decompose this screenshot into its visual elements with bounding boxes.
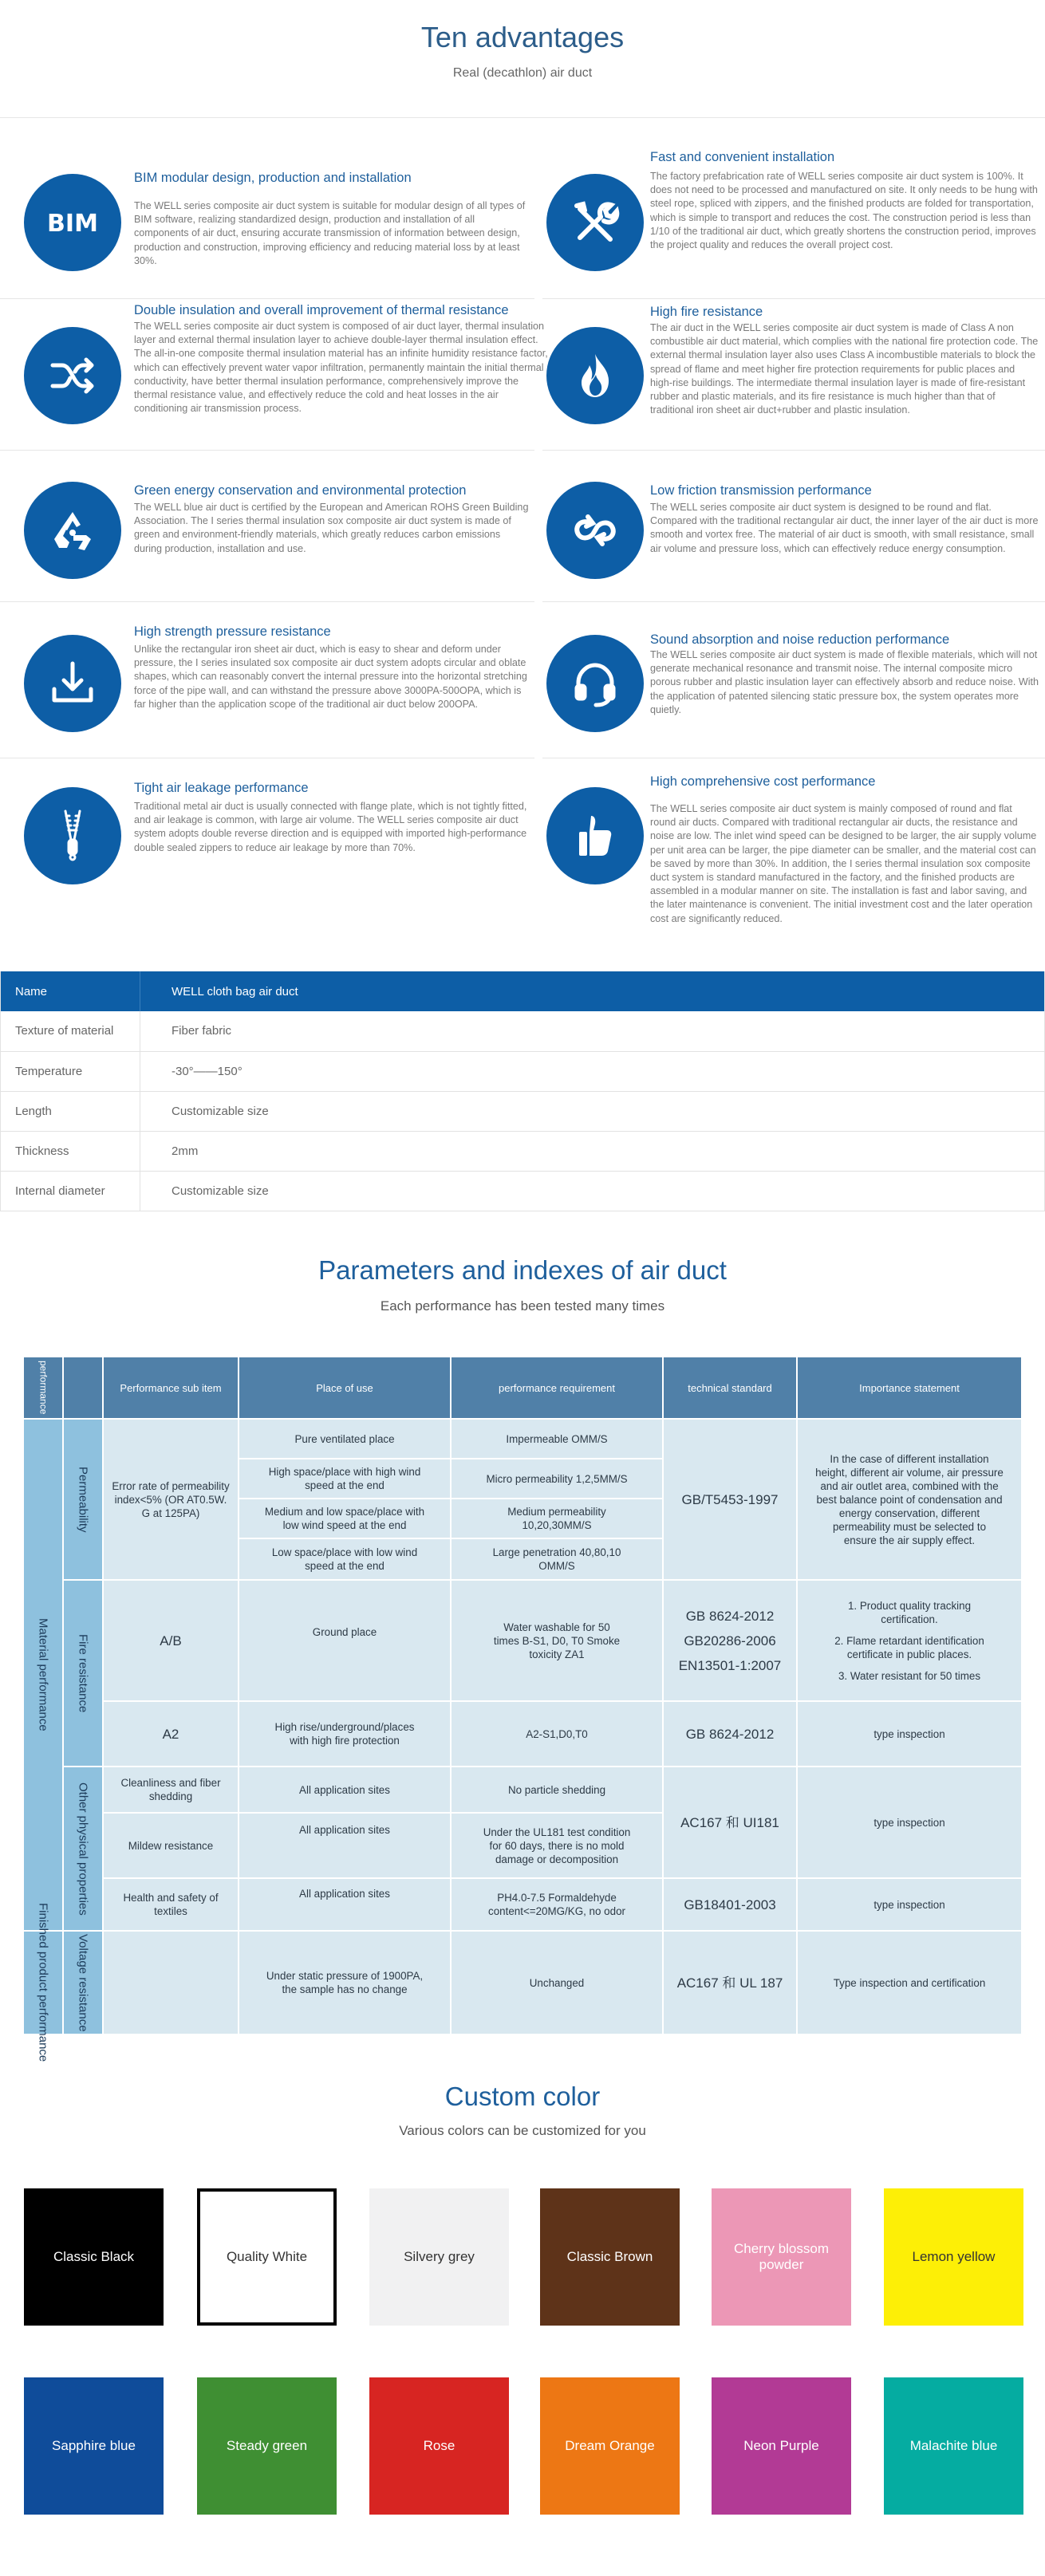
- color-swatch-label: Steady green: [226, 2438, 308, 2453]
- other-req: PH4.0-7.5 Formaldehyde content<=20MG/KG, no odor: [452, 1879, 662, 1930]
- parameters-table: [24, 1357, 1021, 2062]
- color-swatch: [369, 2377, 509, 2515]
- loop-icon: [546, 482, 644, 579]
- thumbs-up-icon: [546, 787, 644, 884]
- svg-text:BIM: BIM: [47, 210, 98, 238]
- header-statement: Importance statement: [798, 1357, 1021, 1418]
- advantage-card: [24, 781, 534, 891]
- perm-req: Micro permeability 1,2,5MM/S: [452, 1459, 662, 1498]
- advantage-text: The WELL series composite air duct system is designed to be round and flat. Compared with the traditional rectangular air duct, the inner layer of the air duct is more smooth and vortex free. The material of air duct is smooth, with small resistance, small air volume and pressure loss, which can effectively reduce energy consumption.: [650, 502, 1039, 554]
- advantage-text: The air duct in the WELL series composite air duct system is made of Class A non combustible air duct material, which complies with the national fire protection code. The external thermal insulation layer also uses Class A incombustible materials to block the spread of flame and meet higher fire protection requirements for public places and high-rise buildings. The intermediate thermal insulation layer is made of fire-resistant rubber and plastic materials, and its fire resistance is much higher than that of traditional iron sheet air duct+rubber and plastic insulation.: [650, 322, 1039, 416]
- fire-a2-req: A2-S1,D0,T0: [452, 1702, 662, 1766]
- hero-header: [0, 0, 1045, 118]
- color-swatch: [884, 2188, 1023, 2326]
- other-statement: type inspection: [798, 1879, 1021, 1930]
- colors-title: Custom color: [444, 2082, 601, 2111]
- advantage-text: The factory prefabrication rate of WELL series composite air duct system is 100%. It does not need to be processed and manufactured on site. It only needs to be hung with steel rope, spliced with zippers, and the finished products are folded for transportation, which is simple to transport and reduces the cost. The construction period is less than 1/10 of the traditional air duct, which greatly shortens the construction period, improves the project quality and reduces the overall project cost.: [650, 171, 1038, 251]
- divider: [542, 601, 1045, 602]
- other-sub-item: Mildew resistance: [104, 1814, 238, 1877]
- other-standard: GB18401-2003: [664, 1879, 796, 1930]
- fire-a2-statement: type inspection: [798, 1702, 1021, 1766]
- shuffle-icon: [24, 327, 121, 424]
- table-row: [1, 1051, 1045, 1091]
- fire-ab-statement: [798, 1581, 1021, 1700]
- perm-sub-item: Error rate of permeability index<5% (OR AT0.5W. G at 125PA): [104, 1420, 238, 1579]
- divider: [0, 450, 534, 451]
- color-swatch: [24, 2188, 164, 2326]
- perm-place: Low space/place with low wind speed at the end: [239, 1539, 450, 1579]
- perm-standard: GB/T5453-1997: [664, 1420, 796, 1579]
- other-standard: AC167 和 UI181: [664, 1767, 796, 1877]
- advantage-card: [24, 171, 534, 286]
- spec-value: Customizable size: [140, 1091, 1045, 1131]
- advantage-title: Double insulation and overall improvement of thermal resistance: [134, 303, 509, 317]
- statement-line: 3. Water resistant for 50 times: [838, 1669, 981, 1682]
- divider: [542, 450, 1045, 451]
- header-standard: technical standard: [664, 1357, 796, 1418]
- other-place: All application sites: [239, 1767, 450, 1812]
- advantage-title: High strength pressure resistance: [134, 624, 331, 639]
- fire-ab-place: Ground place: [239, 1581, 450, 1700]
- color-swatch-label: Rose: [423, 2438, 455, 2453]
- headphones-icon: [546, 635, 644, 732]
- color-swatch-label: Neon Purple: [743, 2438, 819, 2453]
- table-row: [1, 1011, 1045, 1051]
- color-swatch-label: Dream Orange: [565, 2438, 655, 2453]
- finished-place: Under static pressure of 1900PA, the sample has no change: [239, 1932, 450, 2034]
- colors-subtitle: Various colors can be customized for you: [399, 2123, 646, 2138]
- advantage-card: [24, 482, 534, 585]
- table-row: [1, 1091, 1045, 1131]
- other-req: No particle shedding: [452, 1767, 662, 1812]
- advantage-text: The WELL series composite air duct system is composed of air duct layer, thermal insulation layer and external thermal insulation layer to achieve double-layer thermal insulation effect. The all-in-one composite thermal insulation material has an infinite humidity resistance factor, which can effectively prevent water vapor infiltration, permanently maintain the initial thermal conductivity, have better thermal insulation performance, comprehensively improve the thermal resistance value, and effectively reduce the cold and heat losses in the air conditioning air transmission process.: [134, 321, 548, 415]
- other-statement: type inspection: [798, 1767, 1021, 1877]
- divider: [542, 298, 1045, 299]
- other-sub-item: Health and safety of textiles: [104, 1879, 238, 1930]
- advantage-text: The WELL blue air duct is certified by the European and American ROHS Green Building Association. The I series thermal insulation sox composite air duct system is made of green and environment-friendly materials, which greatly reduces carbon emissions during production, installation and use.: [134, 502, 529, 554]
- perm-place: Medium and low space/place with low wind speed at the end: [239, 1499, 450, 1538]
- spec-value: Fiber fabric: [140, 1011, 1045, 1051]
- color-swatch: [884, 2377, 1023, 2515]
- color-swatch: [712, 2188, 851, 2326]
- finished-sub-item: [104, 1932, 238, 2034]
- group-material: Material performance: [24, 1420, 62, 1930]
- page-title: Ten advantages: [420, 21, 625, 53]
- other-place: All application sites: [239, 1879, 450, 1930]
- standard-line: GB20286-2006: [684, 1633, 776, 1648]
- page-subtitle: Real (decathlon) air duct: [452, 66, 593, 80]
- color-swatch-label: Lemon yellow: [912, 2249, 996, 2264]
- parameters-title: Parameters and indexes of air duct: [318, 1255, 727, 1285]
- finished-standard: AC167 和 UL 187: [664, 1932, 796, 2034]
- header-blank: [64, 1357, 102, 1418]
- advantage-card: [546, 482, 1045, 585]
- download-icon: [24, 635, 121, 732]
- color-swatch: [24, 2377, 164, 2515]
- advantage-title: Fast and convenient installation: [650, 150, 835, 164]
- perm-place: Pure ventilated place: [239, 1420, 450, 1458]
- advantage-title: High comprehensive cost performance: [650, 774, 876, 789]
- tools-icon: [546, 174, 644, 271]
- standard-line: EN13501-1:2007: [678, 1657, 782, 1673]
- bim-icon: [24, 174, 121, 271]
- other-place: All application sites: [239, 1814, 450, 1877]
- spec-key: Internal diameter: [1, 1171, 140, 1211]
- header-performance: performance: [24, 1357, 62, 1418]
- zipper-icon: [24, 787, 121, 884]
- color-swatch: [369, 2188, 509, 2326]
- advantage-text: Traditional metal air duct is usually connected with flange plate, which is not tightly fitted, and air leakage is common, with large air volume. The WELL series composite air duct system adopts double reverse direction and is equipped with imported high-performance double sealed zippers to reduce air leakage by more than 70%.: [134, 801, 527, 853]
- recycle-icon: [24, 482, 121, 579]
- spec-value: 2mm: [140, 1131, 1045, 1171]
- advantage-text: The WELL series composite air duct system is made of flexible materials, which will not generate mechanical resonance and transmit noise. The internal composite micro porous rubber and plastic insulation layer can effectively absorb and reduce noise. With the application of patented silencing static pressure box, the system operates more quietly.: [650, 649, 1039, 715]
- perm-req: Impermeable OMM/S: [452, 1420, 662, 1458]
- advantage-title: Tight air leakage performance: [134, 781, 309, 795]
- spec-table: [0, 971, 1045, 1211]
- statement-line: 2. Flame retardant identification certificate in public places.: [834, 1634, 984, 1660]
- advantage-text: Unlike the rectangular iron sheet air duct, which is easy to shear and deform under pressure, the I series insulated sox composite air duct system adopts circular and oblate shapes, which can reasonably convert the internal pressure into the horizontal stretching force of the pipe wall, and can withstand the pressure above 3000PA-500OPA, which is far higher than the application scope of the traditional air duct below 200OPA.: [134, 644, 527, 710]
- advantage-card: [24, 303, 550, 447]
- spec-head-name: Name: [1, 971, 140, 1011]
- spec-head-value: WELL cloth bag air duct: [140, 971, 1045, 1011]
- color-swatch: [540, 2188, 680, 2326]
- spec-key: Texture of material: [1, 1011, 140, 1051]
- perm-statement: In the case of different installation height, different air volume, air pressure and air outlet area, combined with the best balance point of condensation and energy conservation, different permeability must be selected to ensure the air supply effect.: [798, 1420, 1021, 1579]
- group-other: Other physical properties: [64, 1767, 102, 1930]
- advantage-title: Sound absorption and noise reduction performance: [650, 632, 950, 647]
- finished-req: Unchanged: [452, 1932, 662, 2034]
- statement-line: 1. Product quality tracking certification.: [847, 1599, 972, 1625]
- advantage-card: [546, 632, 1045, 739]
- advantage-card: [24, 624, 534, 739]
- color-swatch: [712, 2377, 851, 2515]
- spec-value: Customizable size: [140, 1171, 1045, 1211]
- color-swatch: [197, 2188, 337, 2326]
- group-voltage: Voltage resistance: [64, 1932, 102, 2034]
- perm-req: Large penetration 40,80,10 OMM/S: [452, 1539, 662, 1579]
- group-permeability: Permeability: [64, 1420, 102, 1579]
- table-row: [1, 1171, 1045, 1211]
- fire-a2-place: High rise/underground/places with high fire protection: [239, 1702, 450, 1766]
- advantage-title: Green energy conservation and environmental protection: [134, 483, 467, 498]
- advantage-text: The WELL series composite air duct system is mainly composed of round and flat round air ducts. Compared with traditional rectangular air ducts, the resistance and noise are low. The inlet wind speed can be designed to be larger, the air supply volume per unit area can be larger, the pipe diameter can be smaller, and the material cost can be saved by more than 30%. In addition, the I series thermal insulation sox composite duct system is standard manufactured in the factory, and the finished products are assembled in a modular manner on site. The installation is fast and labor saving, and the later maintenance is convenient. The initial investment cost and the later operation cost are significantly reduced.: [650, 803, 1037, 924]
- color-swatch-label: Cherry blossom powder: [733, 2241, 830, 2272]
- group-fire: Fire resistance: [64, 1581, 102, 1766]
- color-swatch: [197, 2377, 337, 2515]
- fire-ab-req: Water washable for 50 times B-S1, D0, T0 Smoke toxicity ZA1: [452, 1581, 662, 1700]
- color-swatch-label: Silvery grey: [404, 2249, 475, 2264]
- other-sub-item: Cleanliness and fiber shedding: [104, 1767, 238, 1812]
- spec-header-row: [1, 971, 1045, 1011]
- fire-a2-sub-item: A2: [104, 1702, 238, 1766]
- advantage-title: High fire resistance: [650, 305, 763, 319]
- perm-req: Medium permeability 10,20,30MM/S: [452, 1499, 662, 1538]
- advantage-card: [546, 774, 1045, 924]
- other-req: Under the UL181 test condition for 60 days, there is no mold damage or decomposition: [452, 1814, 662, 1877]
- fire-ab-standard: [664, 1581, 796, 1700]
- spec-key: Length: [1, 1091, 140, 1131]
- advantage-title: BIM modular design, production and installation: [134, 171, 412, 185]
- fire-a2-standard: GB 8624-2012: [664, 1702, 796, 1766]
- flame-icon: [546, 327, 644, 424]
- standard-line: GB 8624-2012: [685, 1608, 775, 1624]
- color-swatch-label: Classic Black: [53, 2249, 135, 2264]
- header-requirement: performance requirement: [452, 1357, 662, 1418]
- spec-value: -30°——150°: [140, 1051, 1045, 1091]
- perm-place: High space/place with high wind speed at the end: [239, 1459, 450, 1498]
- color-swatch-label: Sapphire blue: [52, 2438, 136, 2453]
- fire-ab-sub-item: A/B: [104, 1581, 238, 1700]
- table-row: [1, 1131, 1045, 1171]
- spec-key: Thickness: [1, 1131, 140, 1171]
- parameters-subtitle: Each performance has been tested many times: [380, 1298, 665, 1314]
- advantage-card: [546, 305, 1045, 447]
- divider: [0, 298, 534, 299]
- divider: [0, 601, 534, 602]
- advantage-card: [546, 150, 1045, 286]
- color-swatch-label: Malachite blue: [909, 2438, 998, 2453]
- color-swatch-label: Quality White: [226, 2249, 308, 2264]
- group-finished: Finished product performance: [24, 1932, 62, 2034]
- spec-key: Temperature: [1, 1051, 140, 1091]
- advantage-title: Low friction transmission performance: [650, 483, 872, 498]
- header-sub-item: Performance sub item: [104, 1357, 238, 1418]
- color-swatch: [540, 2377, 680, 2515]
- color-swatch-label: Classic Brown: [566, 2249, 653, 2264]
- advantage-text: The WELL series composite air duct system is suitable for modular design of all types of BIM software, realizing standardized design, production and installation of all components of air duct, ensuring accurate transmission of information between design, production and construction, improving efficiency and reducing material loss by at least 30%.: [134, 200, 526, 266]
- header-place: Place of use: [239, 1357, 450, 1418]
- finished-statement: Type inspection and certification: [798, 1932, 1021, 2034]
